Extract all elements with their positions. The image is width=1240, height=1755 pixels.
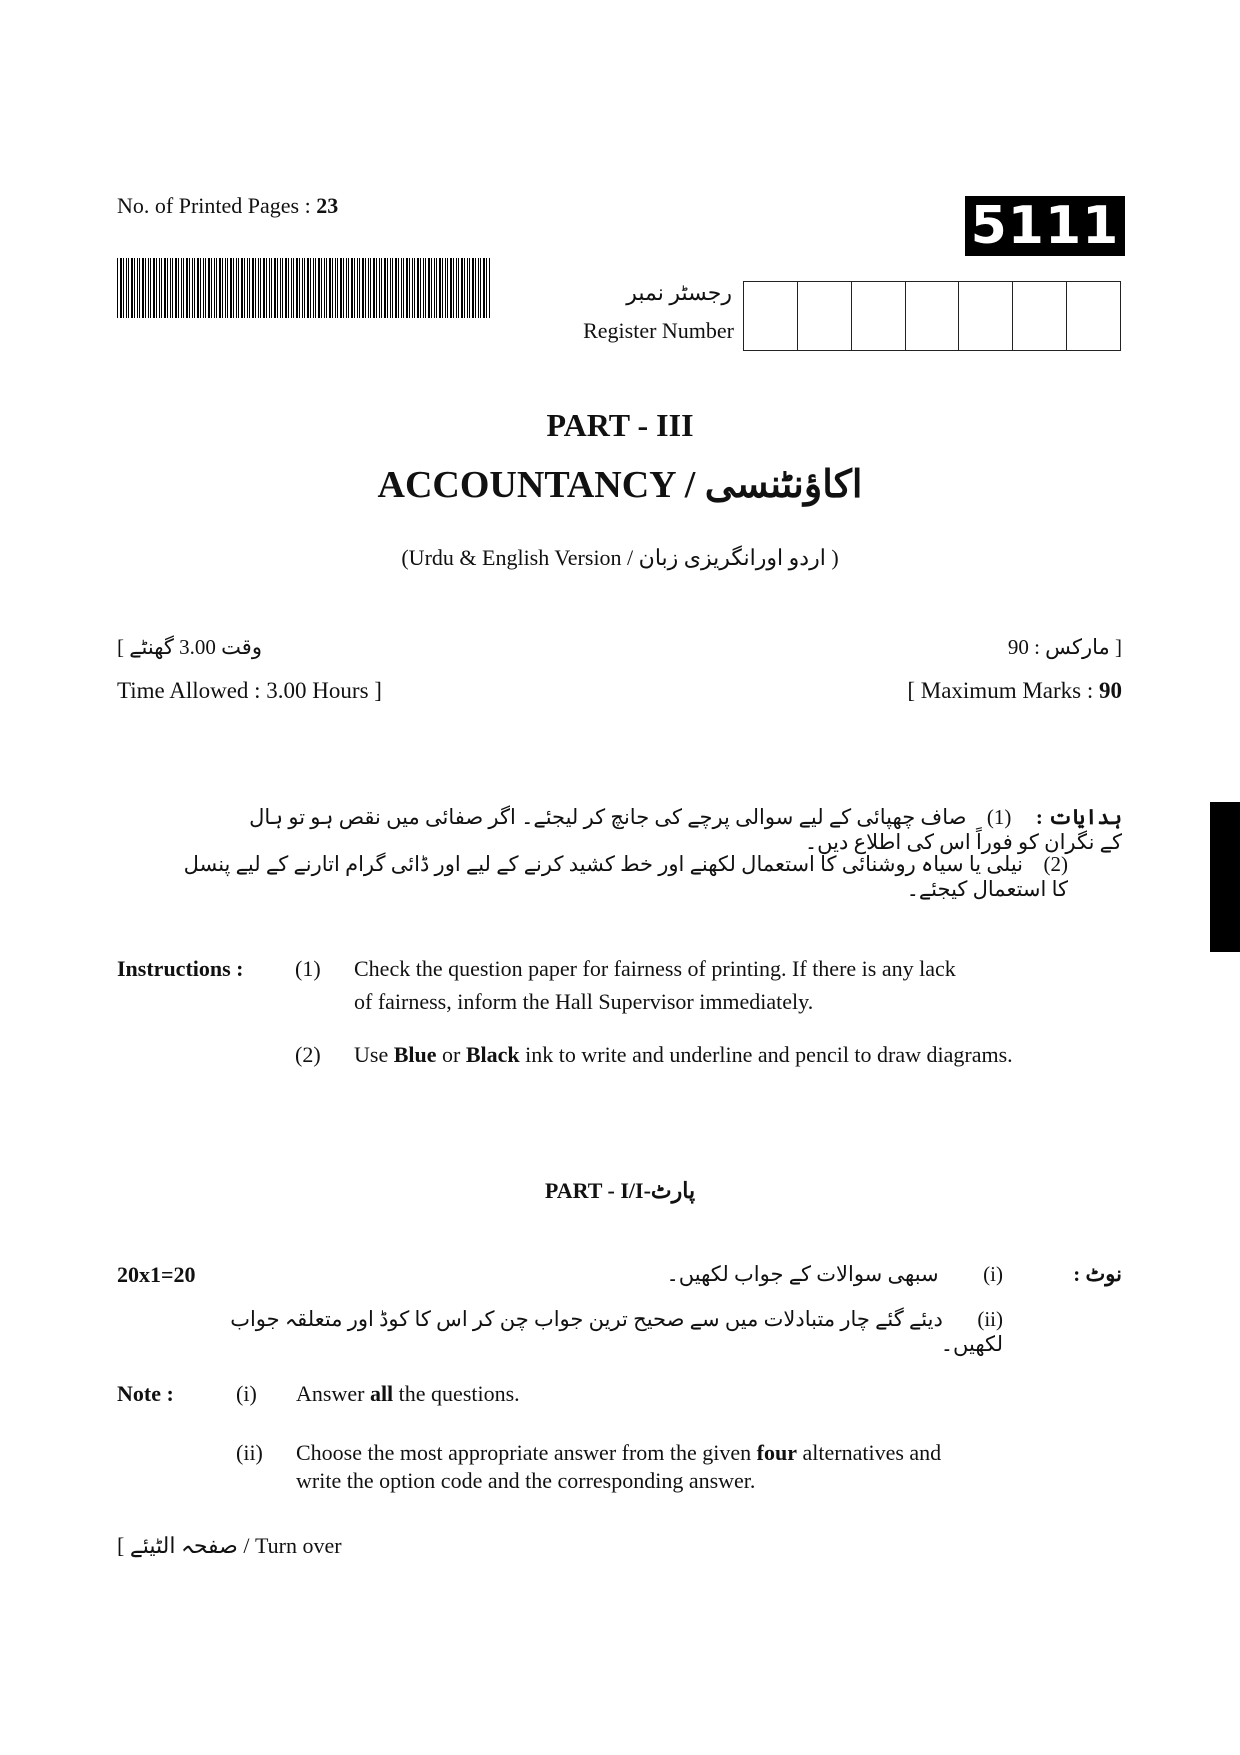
register-number-boxes[interactable] <box>743 281 1121 351</box>
printed-pages <box>117 193 338 219</box>
paper-code-badge: 5111 <box>965 196 1125 256</box>
urdu-note-num: (i) <box>983 1262 1003 1286</box>
register-digit-box[interactable] <box>906 282 960 350</box>
turn-over: [ صفحہ الٹیئے / Turn over <box>117 1533 342 1558</box>
blue-ink-word: Blue <box>393 1042 437 1067</box>
urdu-instruction-text: صاف چھپائی کے لیے سوالی پرچے کی جانچ کر لیجئے۔ اگر صفائی میں نقص ہو تو ہال کے نگران کو فوراً اس کی اطلاع دیں۔ <box>249 805 1122 854</box>
urdu-instructions-heading: ہدایات : <box>1035 805 1122 829</box>
urdu-note-1 <box>303 1262 1003 1287</box>
note-1-part: Answer <box>296 1381 370 1406</box>
note-1-num: (i) <box>236 1381 257 1406</box>
urdu-note-heading: نوٹ : <box>1073 1262 1122 1286</box>
max-marks-value: 90 <box>1099 678 1122 703</box>
register-digit-box[interactable] <box>852 282 906 350</box>
printed-pages-value: 23 <box>316 193 339 218</box>
register-label: Register Number <box>583 318 734 343</box>
instructions-label: Instructions : <box>117 956 244 981</box>
urdu-note-label <box>1073 1262 1122 1287</box>
note-label: Note : <box>117 1381 174 1406</box>
instruction-1-num: (1) <box>295 956 321 981</box>
part-title: PART - III <box>546 407 694 443</box>
register-digit-box[interactable] <box>744 282 798 350</box>
black-ink-word: Black <box>465 1042 520 1067</box>
register-digit-box[interactable] <box>1013 282 1067 350</box>
page-edge-marker <box>1210 802 1240 952</box>
note-2-part: alternatives and <box>797 1440 942 1465</box>
urdu-instruction-num: (1) <box>986 805 1012 829</box>
register-digit-box[interactable] <box>1067 282 1120 350</box>
part-one-marks: 20x1=20 <box>117 1262 196 1287</box>
instruction-2-text <box>354 1042 1013 1068</box>
note-2-num: (ii) <box>236 1440 263 1465</box>
urdu-note-text: سبھی سوالات کے جواب لکھیں۔ <box>666 1262 939 1286</box>
max-marks-label: [ Maximum Marks : <box>907 678 1094 703</box>
instruction-2-num: (2) <box>295 1042 321 1067</box>
urdu-instruction-2 <box>168 852 1068 902</box>
note-1-text <box>296 1381 520 1407</box>
max-marks-urdu: مارکس : 90 ] <box>1007 635 1122 659</box>
urdu-instruction-1 <box>222 805 1122 855</box>
note-1-part: the questions. <box>393 1381 520 1406</box>
version-line: (Urdu & English Version / اردو اورانگریزی زبان ) <box>401 545 839 570</box>
note-2-part: Choose the most appropriate answer from the given <box>296 1440 757 1465</box>
instruction-1-line1: Check the question paper for fairness of printing. If there is any lack <box>354 956 956 981</box>
register-digit-box[interactable] <box>959 282 1013 350</box>
time-allowed-urdu: [ وقت 3.00 گھنٹے <box>117 635 262 659</box>
note-2-line2: write the option code and the corresponding answer. <box>296 1468 756 1493</box>
instruction-2-part: ink to write and underline and pencil to draw diagrams. <box>519 1042 1013 1067</box>
note-2-line1 <box>296 1440 941 1466</box>
urdu-note-text: دیئے گئے چار متبادلات میں سے صحیح ترین جواب چن کر اس کا کوڈ اور متعلقہ جواب لکھیں۔ <box>230 1307 1003 1356</box>
note-all-word: all <box>369 1381 394 1406</box>
max-marks <box>907 678 1122 704</box>
time-allowed: Time Allowed : 3.00 Hours ] <box>117 678 382 703</box>
barcode-image <box>117 258 491 318</box>
urdu-instruction-num: (2) <box>1043 852 1068 876</box>
urdu-note-2 <box>203 1307 1003 1357</box>
register-digit-box[interactable] <box>798 282 852 350</box>
instruction-2-part: Use <box>354 1042 394 1067</box>
register-label-urdu: رجسٹر نمبر <box>626 280 732 305</box>
instruction-1-line2: of fairness, inform the Hall Supervisor immediately. <box>354 989 814 1014</box>
urdu-note-num: (ii) <box>977 1307 1003 1331</box>
part-one-heading: PART - I/I-پارٹ <box>544 1178 696 1203</box>
instruction-2-part: or <box>436 1042 466 1067</box>
note-four-word: four <box>756 1440 797 1465</box>
subject-title: ACCOUNTANCY / اکاؤنٹنسی <box>377 464 863 506</box>
printed-pages-label: No. of Printed Pages : <box>117 193 311 218</box>
urdu-instruction-text: نیلی یا سیاہ روشنائی کا استعمال لکھنے اور خط کشید کرنے کے لیے اور ڈائی گرام اتارنے کے لیے پنسل کا استعمال کیجئے۔ <box>183 852 1068 901</box>
